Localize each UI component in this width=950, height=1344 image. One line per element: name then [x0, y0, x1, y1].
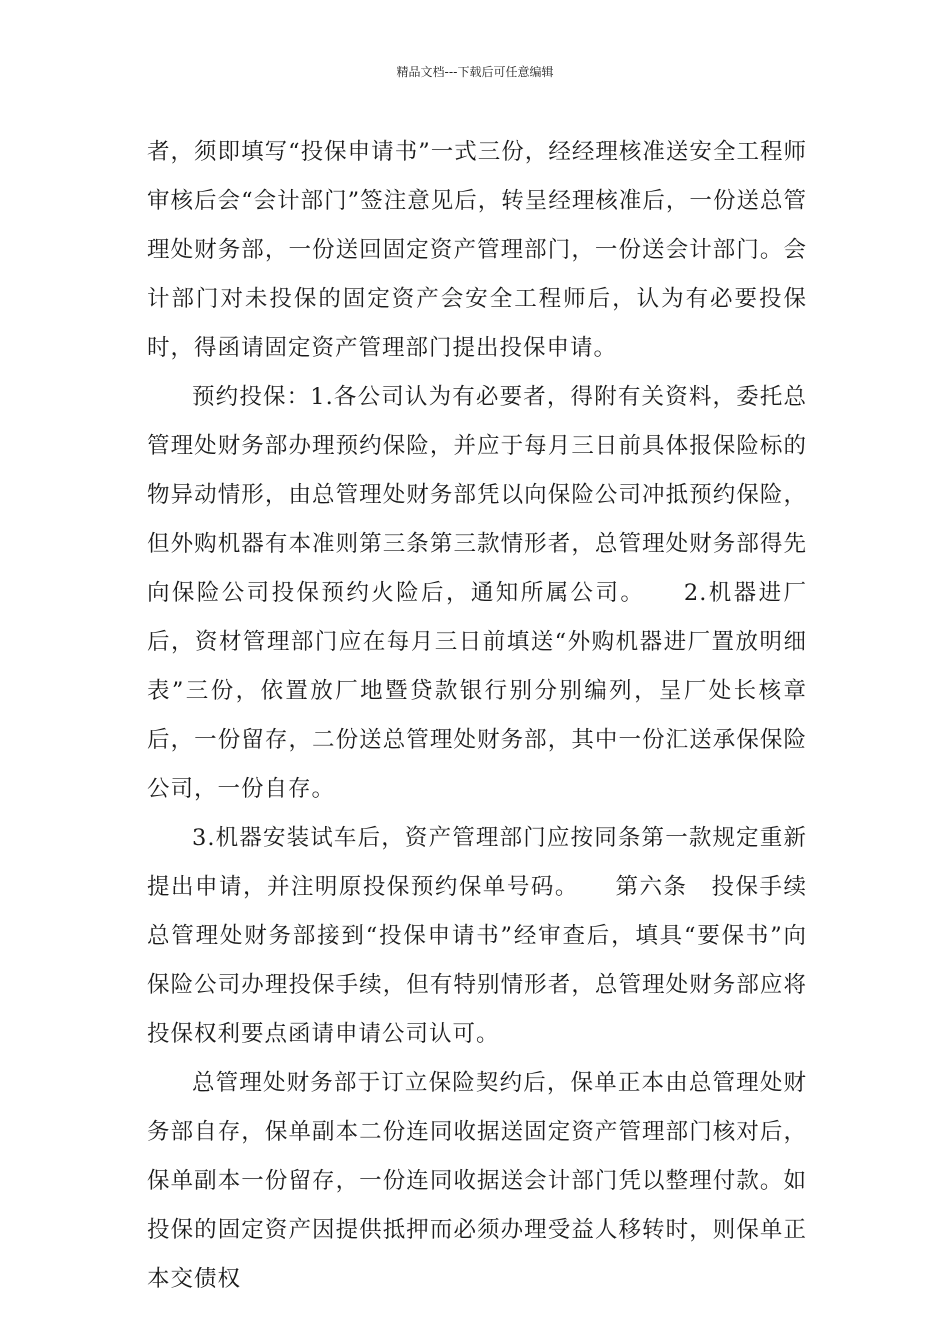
paragraph-2: 预约投保：1.各公司认为有必要者，得附有关资料，委托总管理处财务部办理预约保险，并应于每月三日前具体报保险标的物异动情形，由总管理处财务部凭以向保险公司冲抵预约保险，但外购机器有本准则第三条第三款情形者，总管理处财务部得先向保险公司投保预约火险后，通知所属公司。 2.机器进厂后，资材管理部门应在每月三日前填送“外购机器进厂置放明细表”三份，依置放厂地暨贷款银行别分别编列，呈厂处长核章后，一份留存，二份送总管理处财务部，其中一份汇送承保保险公司，一份自存。: [147, 384, 807, 802]
paragraph-3: 3.机器安装试车后，资产管理部门应按同条第一款规定重新提出申请，并注明原投保预约保单号码。 第六条 投保手续总管理处财务部接到“投保申请书”经审查后，填具“要保书”向保险公司办理投保手续，但有特别情形者，总管理处财务部应将投保权利要点函请申请公司认可。: [147, 825, 807, 1047]
page-header: 精品文档---下载后可任意编辑: [396, 65, 554, 79]
paragraph-4: 总管理处财务部于订立保险契约后，保单正本由总管理处财务部自存，保单副本二份连同收据送固定资产管理部门核对后，保单副本一份留存，一份连同收据送会计部门凭以整理付款。如投保的固定资产因提供抵押而必须办理受益人移转时，则保单正本交债权: [147, 1070, 807, 1292]
paragraph-1: 者，须即填写“投保申请书”一式三份，经经理核准送安全工程师审核后会“会计部门”签注意见后，转呈经理核准后，一份送总管理处财务部，一份送回固定资产管理部门，一份送会计部门。会计部门对未投保的固定资产会安全工程师后，认为有必要投保时，得函请固定资产管理部门提出投保申请。: [147, 139, 807, 361]
document-body: [147, 128, 807, 1304]
